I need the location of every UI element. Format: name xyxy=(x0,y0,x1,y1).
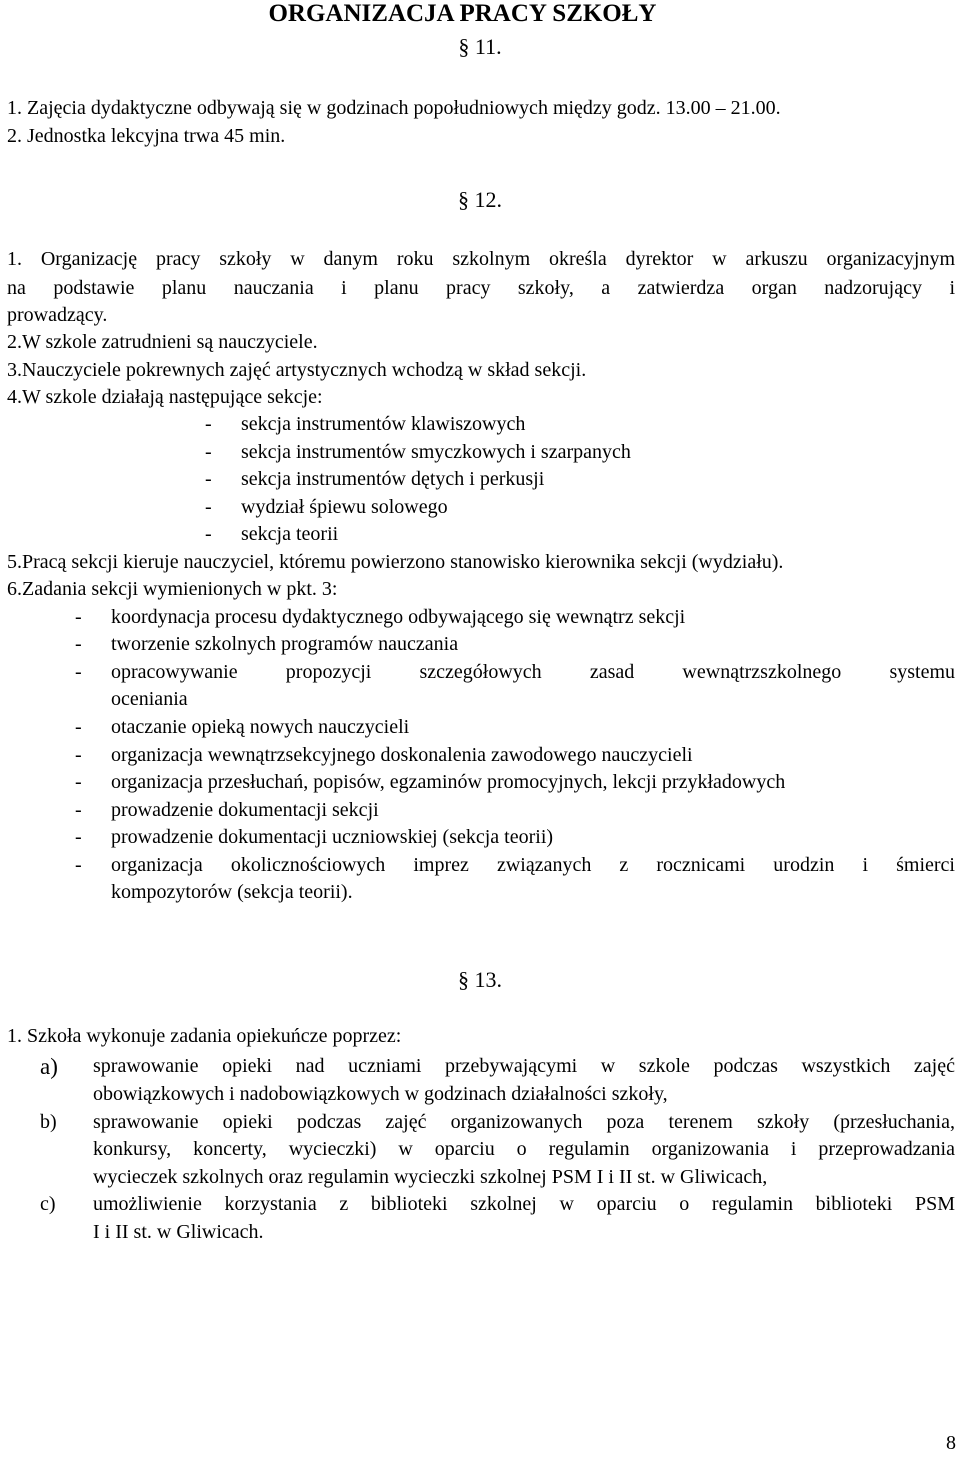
list-item: organizacja wewnątrzsekcyjnego doskonalenia zawodowego nauczycieli xyxy=(111,744,693,766)
s13-item-b-label: b) xyxy=(40,1111,57,1133)
list-dash: - xyxy=(75,661,82,683)
list-item: sekcja teorii xyxy=(241,523,339,545)
s12-p6: 6.Zadania sekcji wymienionych w pkt. 3: xyxy=(7,578,338,600)
list-item: opracowywanie propozycji szczegółowych zasad wewnątrzszkolnego systemu xyxy=(111,661,955,683)
list-item: prowadzenie dokumentacji sekcji xyxy=(111,799,379,821)
list-dash: - xyxy=(205,413,212,435)
s13-intro: 1. Szkoła wykonuje zadania opiekuńcze poprzez: xyxy=(7,1025,402,1047)
s13-item-c-line1: umożliwienie korzystania z biblioteki szkolnej w oparciu o regulamin biblioteki PSM xyxy=(93,1193,955,1215)
s12-p1-line1: 1. Organizację pracy szkoły w danym roku szkolnym określa dyrektor w arkuszu organizacyjnym xyxy=(7,248,955,270)
s13-item-a-line1: sprawowanie opieki nad uczniami przebywającymi w szkole podczas wszystkich zajęć xyxy=(93,1055,955,1077)
list-dash: - xyxy=(75,633,82,655)
list-item: wydział śpiewu solowego xyxy=(241,496,448,518)
list-item: sekcja instrumentów klawiszowych xyxy=(241,413,526,435)
s13-item-c-line2: I i II st. w Gliwicach. xyxy=(93,1221,264,1243)
list-dash: - xyxy=(205,523,212,545)
s13-item-c-label: c) xyxy=(40,1193,56,1215)
list-dash: - xyxy=(75,799,82,821)
s13-item-b-line1: sprawowanie opieki podczas zajęć organizowanych poza terenem szkoły (przesłuchania, xyxy=(93,1111,955,1133)
s13-item-b-line3: wycieczek szkolnych oraz regulamin wycieczki szkolnej PSM I i II st. w Gliwicach, xyxy=(93,1166,768,1188)
list-dash: - xyxy=(75,826,82,848)
list-item: tworzenie szkolnych programów nauczania xyxy=(111,633,459,655)
s12-p5: 5.Pracą sekcji kieruje nauczyciel, któremu powierzono stanowisko kierownika sekcji (wydziału). xyxy=(7,551,784,573)
list-dash: - xyxy=(205,468,212,490)
list-item-continuation: oceniania xyxy=(111,688,188,710)
section-11-heading: § 11. xyxy=(458,34,502,59)
section-12-heading: § 12. xyxy=(458,187,502,212)
s12-p1-line2: na podstawie planu nauczania i planu pracy szkoły, a zatwierdza organ nadzorujący i xyxy=(7,277,955,299)
s11-item-1: 1. Zajęcia dydaktyczne odbywają się w godzinach popołudniowych między godz. 13.00 – 21.00. xyxy=(7,97,781,119)
s12-p2: 2.W szkole zatrudnieni są nauczyciele. xyxy=(7,331,318,353)
list-dash: - xyxy=(205,496,212,518)
s13-item-b-line2: konkursy, koncerty, wycieczki) w oparciu o regulamin organizowania i przeprowadzania xyxy=(93,1138,955,1160)
section-13-heading: § 13. xyxy=(458,967,502,992)
s12-p4: 4.W szkole działają następujące sekcje: xyxy=(7,386,323,408)
list-dash: - xyxy=(75,606,82,628)
s13-item-a-line2: obowiązkowych i nadobowiązkowych w godzinach działalności szkoły, xyxy=(93,1083,668,1105)
s13-item-a-label: a) xyxy=(40,1054,58,1079)
list-item: otaczanie opieką nowych nauczycieli xyxy=(111,716,410,738)
list-item: sekcja instrumentów dętych i perkusji xyxy=(241,468,545,490)
list-item: organizacja przesłuchań, popisów, egzaminów promocyjnych, lekcji przykładowych xyxy=(111,771,786,793)
list-item: organizacja okolicznościowych imprez związanych z rocznicami urodzin i śmierci xyxy=(111,854,955,876)
list-item: prowadzenie dokumentacji uczniowskiej (sekcja teorii) xyxy=(111,826,554,848)
list-item-continuation: kompozytorów (sekcja teorii). xyxy=(111,881,353,903)
page-number: 8 xyxy=(946,1432,956,1454)
list-dash: - xyxy=(205,441,212,463)
list-dash: - xyxy=(75,744,82,766)
s12-p3: 3.Nauczyciele pokrewnych zajęć artystycznych wchodzą w skład sekcji. xyxy=(7,359,587,381)
list-dash: - xyxy=(75,771,82,793)
list-dash: - xyxy=(75,716,82,738)
document-title: ORGANIZACJA PRACY SZKOŁY xyxy=(268,0,657,27)
s11-item-2: 2. Jednostka lekcyjna trwa 45 min. xyxy=(7,125,286,147)
list-item: koordynacja procesu dydaktycznego odbywającego się wewnątrz sekcji xyxy=(111,606,686,628)
s12-p1-line3: prowadzący. xyxy=(7,304,108,326)
list-item: sekcja instrumentów smyczkowych i szarpanych xyxy=(241,441,631,463)
list-dash: - xyxy=(75,854,82,876)
